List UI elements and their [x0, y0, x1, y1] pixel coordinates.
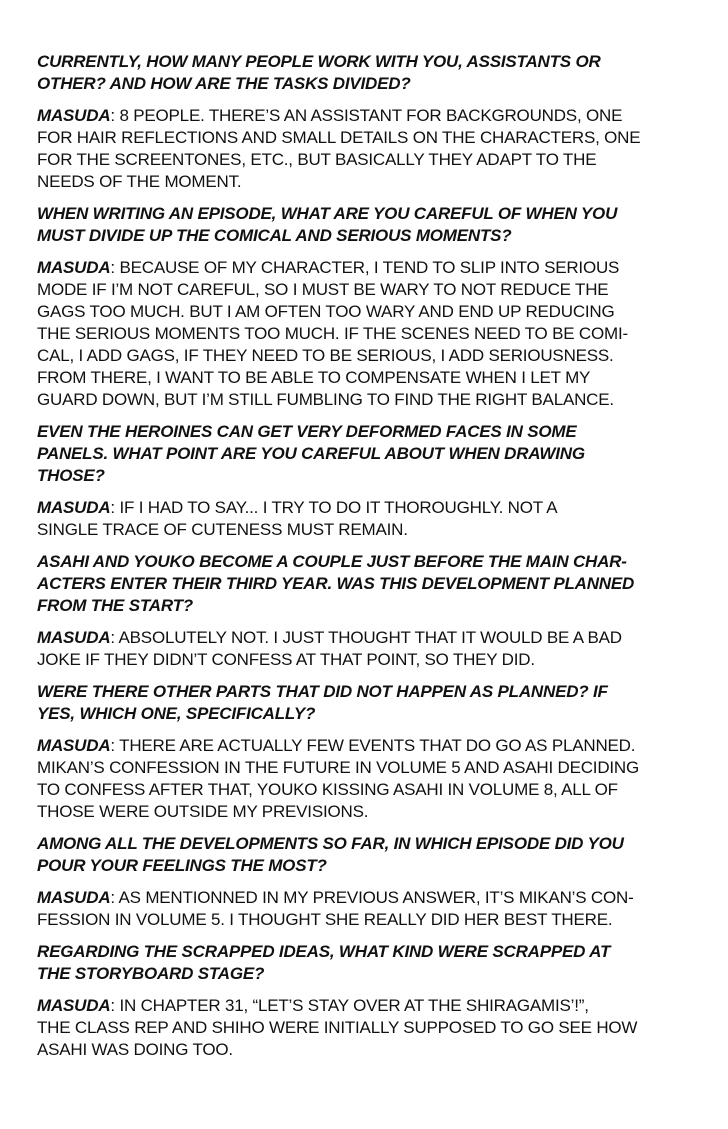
text-line [37, 1039, 717, 1061]
interview-question [37, 833, 717, 877]
text-line [37, 257, 717, 279]
speaker-name: MASUDA [37, 628, 111, 647]
text-line [37, 323, 717, 345]
line-text: AMONG ALL THE DEVELOPMENTS SO FAR, IN WHICH EPISODE DID YOU [37, 834, 624, 853]
interview-question [37, 203, 717, 247]
text-line [37, 833, 717, 855]
text-line [37, 389, 717, 411]
interview-answer [37, 887, 717, 931]
text-line [37, 735, 717, 757]
line-text: POUR YOUR FEELINGS THE MOST? [37, 856, 327, 875]
line-text: : BECAUSE OF MY CHARACTER, I TEND TO SLIP INTO SERIOUS [110, 258, 620, 277]
line-text: : 8 PEOPLE. THERE’S AN ASSISTANT FOR BACKGROUNDS, ONE [110, 106, 623, 125]
interview-question [37, 551, 717, 617]
text-line [37, 301, 717, 323]
line-text: GAGS TOO MUCH. BUT I AM OFTEN TOO WARY AND END UP REDUCING [37, 302, 615, 321]
text-line [37, 127, 717, 149]
line-text: REGARDING THE SCRAPPED IDEAS, WHAT KIND WERE SCRAPPED AT [37, 942, 611, 961]
text-line [37, 995, 717, 1017]
text-line [37, 279, 717, 301]
text-line [37, 941, 717, 963]
line-text: THOSE WERE OUTSIDE MY PREVISIONS. [37, 802, 369, 821]
speaker-name: MASUDA [37, 996, 111, 1015]
text-line [37, 51, 717, 73]
line-text: PANELS. WHAT POINT ARE YOU CAREFUL ABOUT WHEN DRAWING [37, 444, 585, 463]
text-line [37, 595, 717, 617]
text-line [37, 887, 717, 909]
text-line [37, 757, 717, 779]
text-line [37, 497, 717, 519]
line-text: SINGLE TRACE OF CUTENESS MUST REMAIN. [37, 520, 408, 539]
line-text: OTHER? AND HOW ARE THE TASKS DIVIDED? [37, 74, 411, 93]
text-line [37, 681, 717, 703]
interview-answer [37, 105, 717, 193]
text-line [37, 421, 717, 443]
speaker-name: MASUDA [37, 106, 111, 125]
line-text: THE CLASS REP AND SHIHO WERE INITIALLY SUPPOSED TO GO SEE HOW [37, 1018, 638, 1037]
interview-question [37, 421, 717, 487]
interview-answer [37, 627, 717, 671]
speaker-name: MASUDA [37, 888, 111, 907]
text-line [37, 203, 717, 225]
line-text: TO CONFESS AFTER THAT, YOUKO KISSING ASAHI IN VOLUME 8, ALL OF [37, 780, 618, 799]
line-text: CURRENTLY, HOW MANY PEOPLE WORK WITH YOU, ASSISTANTS OR [37, 52, 601, 71]
line-text: NEEDS OF THE MOMENT. [37, 172, 242, 191]
line-text: FOR HAIR REFLECTIONS AND SMALL DETAILS ON THE CHARACTERS, ONE [37, 128, 641, 147]
line-text: FROM THE START? [37, 596, 193, 615]
text-line [37, 225, 717, 247]
interview-answer [37, 497, 717, 541]
text-line [37, 779, 717, 801]
line-text: MUST DIVIDE UP THE COMICAL AND SERIOUS MOMENTS? [37, 226, 512, 245]
text-line [37, 443, 717, 465]
text-line [37, 171, 717, 193]
text-line [37, 963, 717, 985]
text-line [37, 367, 717, 389]
text-line [37, 703, 717, 725]
line-text: WHEN WRITING AN EPISODE, WHAT ARE YOU CAREFUL OF WHEN YOU [37, 204, 618, 223]
line-text: YES, WHICH ONE, SPECIFICALLY? [37, 704, 316, 723]
line-text: : THERE ARE ACTUALLY FEW EVENTS THAT DO GO AS PLANNED. [110, 736, 636, 755]
text-line [37, 551, 717, 573]
text-line [37, 149, 717, 171]
line-text: WERE THERE OTHER PARTS THAT DID NOT HAPPEN AS PLANNED? IF [37, 682, 608, 701]
text-line [37, 909, 717, 931]
line-text: MIKAN’S CONFESSION IN THE FUTURE IN VOLUME 5 AND ASAHI DECIDING [37, 758, 640, 777]
line-text: THOSE? [37, 466, 105, 485]
speaker-name: MASUDA [37, 736, 111, 755]
interview-answer [37, 735, 717, 823]
interview-answer [37, 995, 717, 1061]
text-line [37, 649, 717, 671]
text-line [37, 855, 717, 877]
line-text: MODE IF I’M NOT CAREFUL, SO I MUST BE WARY TO NOT REDUCE THE [37, 280, 609, 299]
speaker-name: MASUDA [37, 258, 111, 277]
interview-answer [37, 257, 717, 411]
line-text: FOR THE SCREENTONES, ETC., BUT BASICALLY THEY ADAPT TO THE [37, 150, 597, 169]
line-text: ASAHI WAS DOING TOO. [37, 1040, 233, 1059]
text-line [37, 519, 717, 541]
interview-question [37, 51, 717, 95]
line-text: : IN CHAPTER 31, “LET’S STAY OVER AT THE SHIRAGAMIS’!”, [110, 996, 589, 1015]
line-text: FESSION IN VOLUME 5. I THOUGHT SHE REALLY DID HER BEST THERE. [37, 910, 613, 929]
line-text: JOKE IF THEY DIDN’T CONFESS AT THAT POINT, SO THEY DID. [37, 650, 535, 669]
line-text: ASAHI AND YOUKO BECOME A COUPLE JUST BEFORE THE MAIN CHAR- [37, 552, 627, 571]
interview-question [37, 941, 717, 985]
interview-page [37, 51, 717, 1071]
line-text: GUARD DOWN, BUT I’M STILL FUMBLING TO FIND THE RIGHT BALANCE. [37, 390, 614, 409]
text-line [37, 801, 717, 823]
text-line [37, 627, 717, 649]
line-text: THE STORYBOARD STAGE? [37, 964, 265, 983]
line-text: ACTERS ENTER THEIR THIRD YEAR. WAS THIS DEVELOPMENT PLANNED [37, 574, 635, 593]
speaker-name: MASUDA [37, 498, 111, 517]
line-text: : AS MENTIONNED IN MY PREVIOUS ANSWER, IT’S MIKAN’S CON- [110, 888, 634, 907]
interview-question [37, 681, 717, 725]
line-text: THE SERIOUS MOMENTS TOO MUCH. IF THE SCENES NEED TO BE COMI- [37, 324, 628, 343]
text-line [37, 573, 717, 595]
text-line [37, 73, 717, 95]
text-line [37, 465, 717, 487]
text-line [37, 1017, 717, 1039]
text-line [37, 345, 717, 367]
line-text: : IF I HAD TO SAY... I TRY TO DO IT THOROUGHLY. NOT A [110, 498, 558, 517]
line-text: EVEN THE HEROINES CAN GET VERY DEFORMED FACES IN SOME [37, 422, 577, 441]
line-text: CAL, I ADD GAGS, IF THEY NEED TO BE SERIOUS, I ADD SERIOUSNESS. [37, 346, 614, 365]
line-text: : ABSOLUTELY NOT. I JUST THOUGHT THAT IT WOULD BE A BAD [110, 628, 622, 647]
line-text: FROM THERE, I WANT TO BE ABLE TO COMPENSATE WHEN I LET MY [37, 368, 591, 387]
text-line [37, 105, 717, 127]
